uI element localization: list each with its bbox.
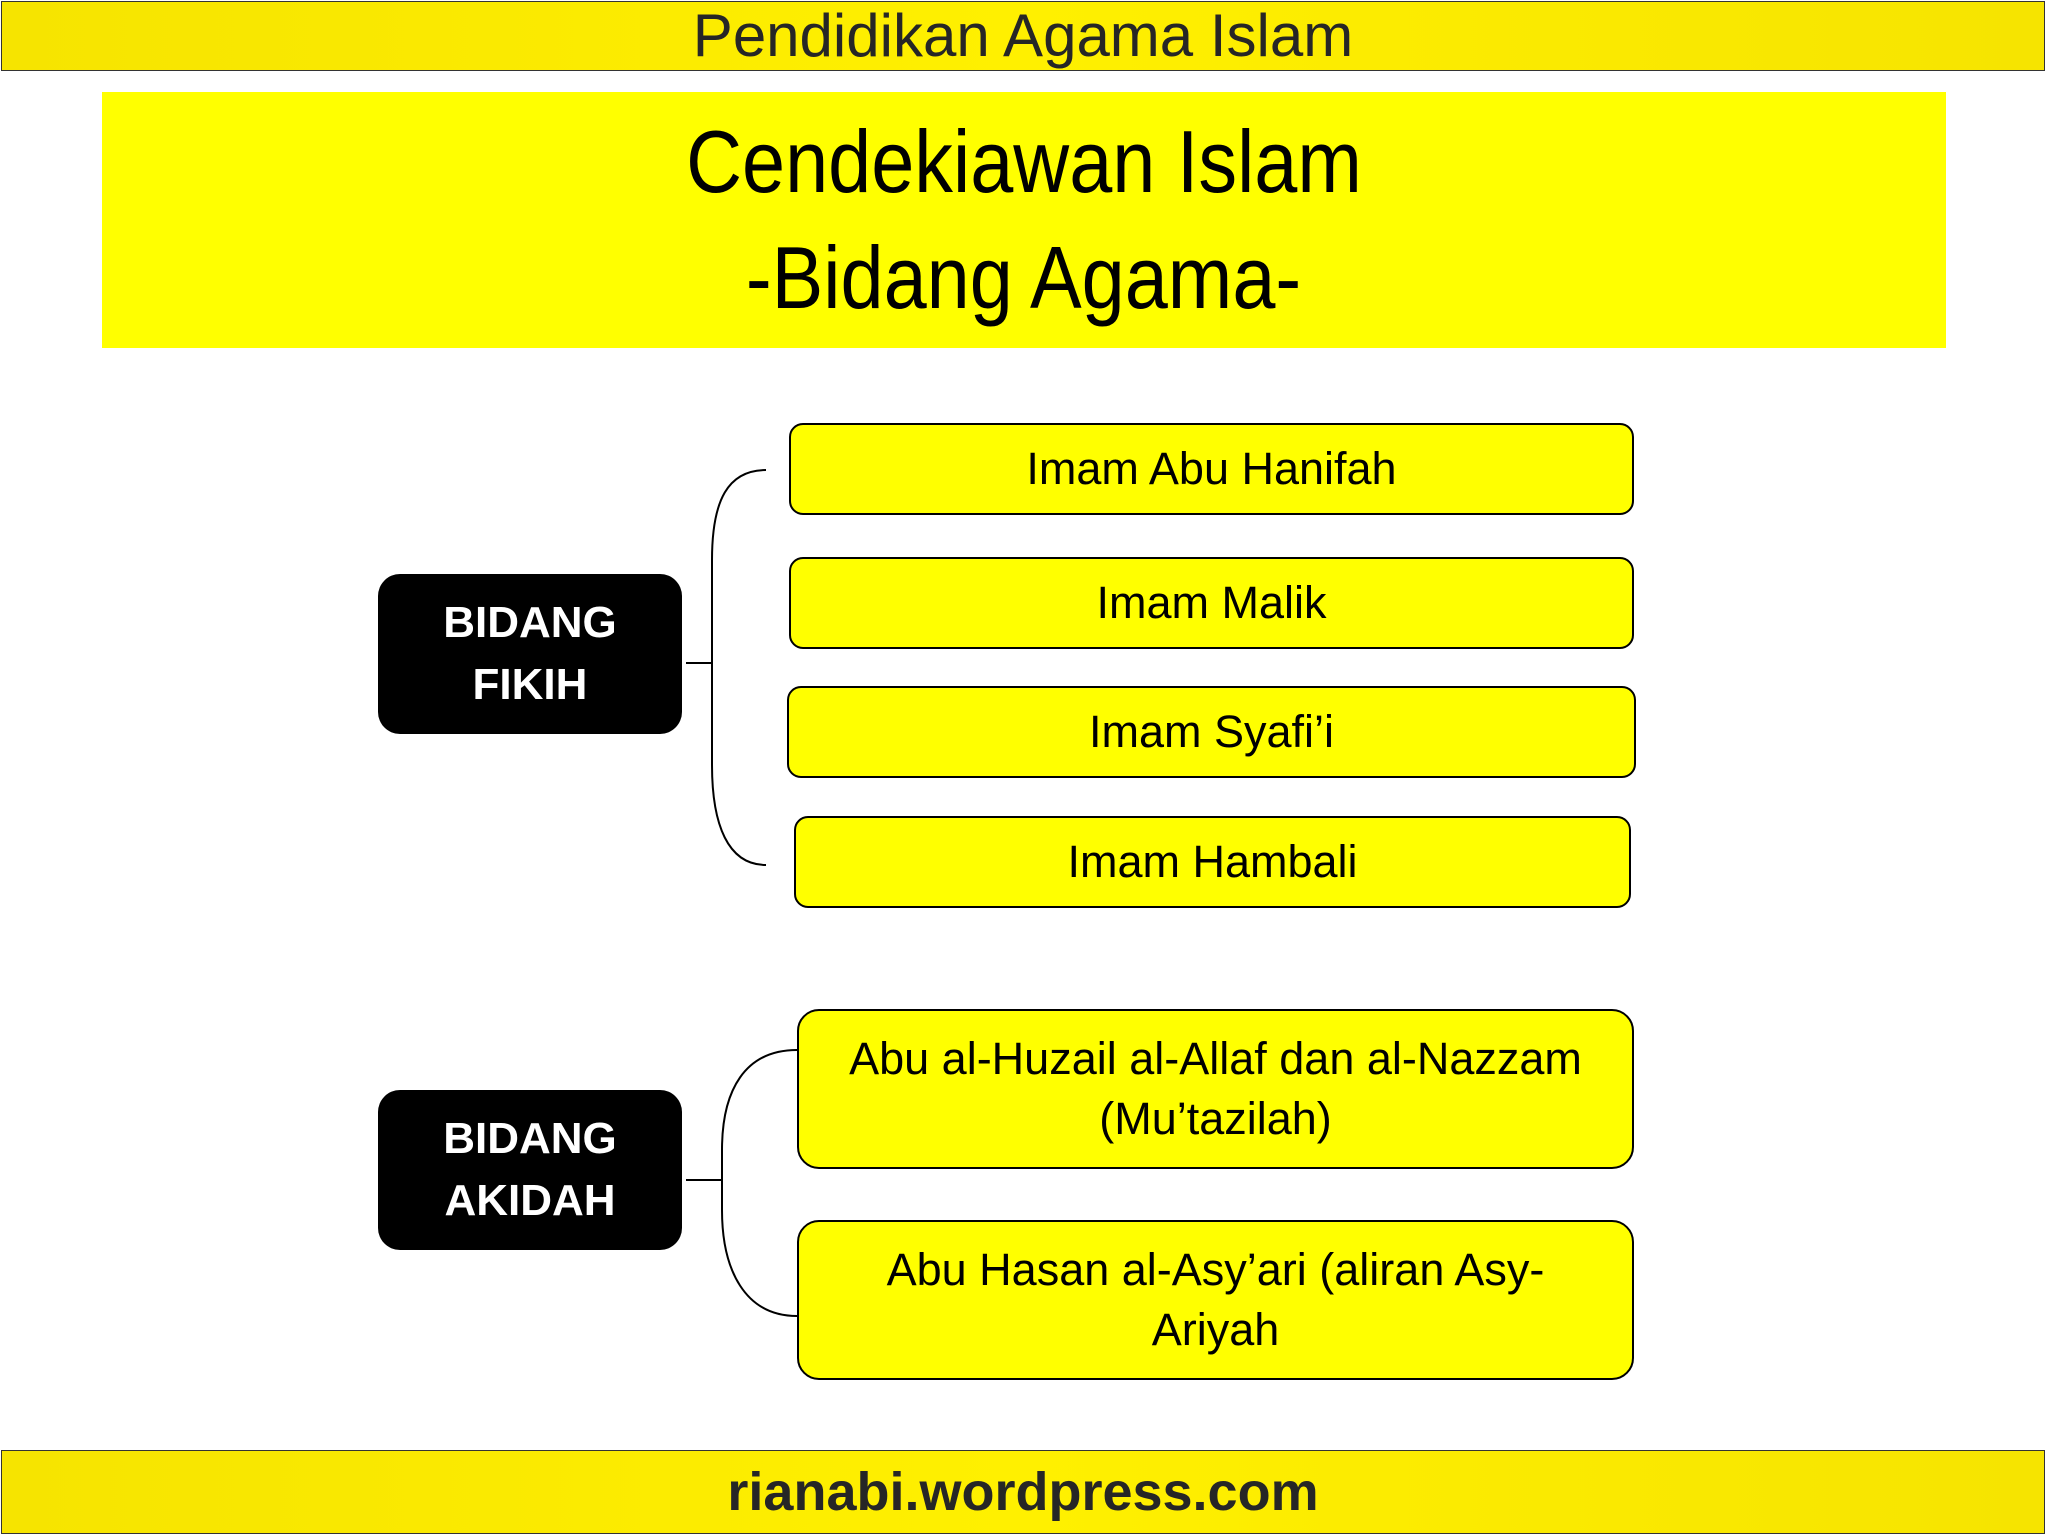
item-label-line-2: Ariyah <box>1151 1304 1280 1355</box>
akidah-bracket-connector <box>722 1050 797 1316</box>
title-line-2: -Bidang Agama- <box>746 228 1302 327</box>
footer-bar <box>1 1450 2045 1534</box>
item-label: Imam Hambali <box>1067 836 1358 887</box>
item-label: Imam Abu Hanifah <box>1026 443 1397 494</box>
item-label-line-2: (Mu’tazilah) <box>1099 1093 1332 1144</box>
fikih-item-abu-hanifah <box>789 423 1634 515</box>
item-label-line-1: Abu Hasan al-Asy’ari (aliran Asy- <box>886 1244 1545 1295</box>
subject-title: Pendidikan Agama Islam <box>692 2 1354 69</box>
category-fikih <box>378 574 682 734</box>
category-fikih-line-1: BIDANG <box>443 598 617 647</box>
fikih-bracket-connector <box>712 470 766 865</box>
title-line-1: Cendekiawan Islam <box>686 112 1362 211</box>
category-akidah-line-1: BIDANG <box>443 1114 617 1163</box>
akidah-item-asyari <box>797 1220 1634 1380</box>
fikih-item-hambali <box>794 816 1631 908</box>
category-akidah-line-2: AKIDAH <box>444 1176 616 1225</box>
category-fikih-line-2: FIKIH <box>472 660 588 709</box>
footer-url: rianabi.wordpress.com <box>727 1462 1319 1522</box>
akidah-item-mutazilah <box>797 1009 1634 1169</box>
item-label: Imam Syafi’i <box>1088 706 1335 757</box>
category-akidah <box>378 1090 682 1250</box>
item-label: Imam Malik <box>1096 577 1327 628</box>
fikih-item-syafii <box>787 686 1636 778</box>
item-label-line-1: Abu al-Huzail al-Allaf dan al-Nazzam <box>849 1033 1582 1084</box>
fikih-item-malik <box>789 557 1634 649</box>
